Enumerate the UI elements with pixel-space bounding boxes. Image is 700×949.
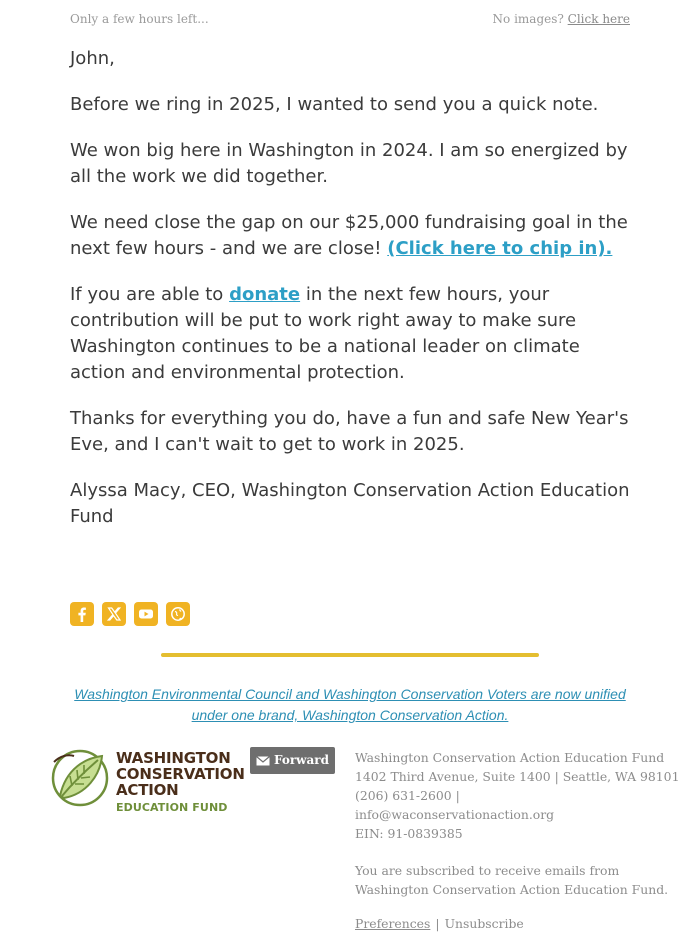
logo-line-2: CONSERVATION	[116, 765, 245, 783]
org-ein: EIN: 91-0839385	[355, 826, 463, 841]
x-twitter-icon[interactable]	[102, 602, 126, 626]
paragraph-thanks: Thanks for everything you do, have a fun and safe New Year's Eve, and I can't wait to get to work in 2025.	[70, 408, 629, 455]
no-images-notice	[493, 12, 630, 26]
logo-wordmark	[116, 750, 245, 816]
organization-info	[355, 748, 680, 933]
org-phone: (206) 631-2600 |	[355, 788, 460, 803]
logo-line-3: ACTION	[116, 781, 179, 799]
donate-link[interactable]: donate	[229, 284, 301, 305]
signature: Alyssa Macy, CEO, Washington Conservation Action Education Fund	[70, 480, 630, 527]
social-icons	[70, 602, 194, 626]
link-separator: |	[435, 916, 440, 931]
click-here-link[interactable]: Click here	[567, 12, 630, 26]
facebook-icon[interactable]	[70, 602, 94, 626]
envelope-icon	[256, 756, 270, 766]
leaf-emblem-icon	[50, 748, 110, 808]
goal-text: We need close the gap on our $25,000 fundraising goal in the next few hours - and we are close!	[70, 212, 628, 259]
forward-label: Forward	[273, 753, 329, 767]
subscription-line-1: You are subscribed to receive emails from	[355, 863, 620, 878]
donate-text-before: If you are able to	[70, 284, 224, 305]
paragraph-donate	[70, 282, 630, 386]
subscription-line-2: Washington Conservation Action Education Fund.	[355, 882, 669, 897]
no-images-label: No images?	[492, 12, 564, 26]
logo-line-1: WASHINGTON	[116, 749, 231, 767]
greeting: John,	[70, 48, 115, 69]
org-email[interactable]: info@waconservationaction.org	[355, 807, 555, 822]
unsubscribe-link[interactable]: Unsubscribe	[444, 916, 524, 931]
preheader-text: Only a few hours left...	[70, 12, 209, 26]
notice-line-1: Washington Environmental Council and Washington Conservation Voters are now unified	[74, 686, 626, 702]
logo-line-4: EDUCATION FUND	[116, 801, 228, 814]
footer-links	[355, 914, 665, 933]
rebrand-notice[interactable]	[66, 684, 634, 726]
youtube-icon[interactable]	[134, 602, 158, 626]
preheader	[70, 12, 630, 28]
preferences-link[interactable]: Preferences	[355, 916, 431, 931]
chip-in-link[interactable]: (Click here to chip in).	[387, 238, 613, 259]
paragraph-wins: We won big here in Washington in 2024. I am so energized by all the work we did together.	[70, 140, 628, 187]
forward-button[interactable]	[250, 747, 335, 774]
paragraph-goal	[70, 210, 630, 262]
paragraph-intro: Before we ring in 2025, I wanted to send you a quick note.	[70, 94, 599, 115]
donate-text-after: in the next few hours, your contribution will be put to work right away to make sure Washington continues to be a national leader on climate action and environmental protection.	[70, 284, 580, 383]
notice-line-2: under one brand, Washington Conservation Action.	[191, 707, 509, 723]
footer-divider	[161, 653, 539, 657]
email-body	[70, 46, 630, 550]
website-icon[interactable]	[166, 602, 190, 626]
org-name: Washington Conservation Action Education Fund	[355, 750, 665, 765]
org-address: 1402 Third Avenue, Suite 1400 | Seattle, WA 98101	[355, 769, 680, 784]
organization-logo	[50, 746, 245, 814]
